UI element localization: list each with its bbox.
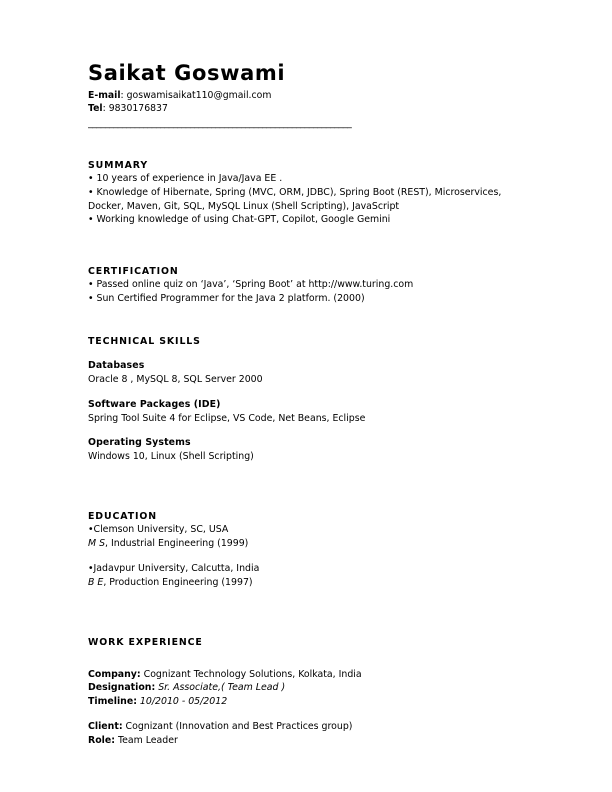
work-experience-entry [88,720,536,748]
skill-group-value: Spring Tool Suite 4 for Eclipse, VS Code, Net Beans, Eclipse [88,412,366,424]
field-label: Designation: [88,682,156,694]
work-experience-heading: WORK EXPERIENCE [88,636,203,648]
spacer [88,130,536,159]
certification-section [88,265,536,306]
education-entry [88,562,536,590]
education-heading: EDUCATION [88,511,158,523]
spacer [88,590,536,636]
spacer [88,551,536,562]
summary-heading: SUMMARY [88,159,149,171]
skill-group-value: Oracle 8 , MySQL 8, SQL Server 2000 [88,374,263,386]
skill-group-operating-systems [88,436,536,464]
spacer [88,348,536,359]
candidate-name: Saikat Goswami [88,61,286,85]
tel-value: 9830176837 [108,102,168,114]
education-degree [88,576,536,590]
work-field-timeline [88,695,536,709]
field-value: Sr. Associate,( Team Lead ) [155,682,286,694]
email-value: goswamisaikat110@gmail.com [126,89,272,101]
education-section [88,510,536,589]
field-value: 10/2010 - 05/2012 [136,696,228,708]
education-entry [88,523,536,551]
technical-skills-section [88,335,536,464]
skill-group-value: Windows 10, Linux (Shell Scripting) [88,451,254,463]
education-institution: • Jadavpur University, Calcutta, India [88,562,536,576]
skill-group-databases [88,359,536,387]
education-degree-abbr: B E [88,576,104,588]
spacer [88,387,536,398]
spacer [88,464,536,510]
work-experience-entry [88,668,536,709]
certification-bullet: • Passed online quiz on ‘Java’, ‘Spring Boot’ at http://www.turing.com [88,278,536,292]
summary-section [88,159,536,227]
certification-heading: CERTIFICATION [88,266,179,278]
skill-group-label: Databases [88,360,145,372]
skill-group-software-packages [88,398,536,426]
work-field-role [88,734,536,748]
skill-group-label: Software Packages (IDE) [88,398,221,410]
education-degree-abbr: M S [88,538,106,550]
spacer [88,227,536,265]
summary-bullet: • Working knowledge of using Chat-GPT, Copilot, Google Gemini [88,213,536,227]
resume-content [88,62,536,748]
work-experience-section [88,636,536,748]
field-label: Role: [88,734,115,746]
summary-bullet: • Knowledge of Hibernate, Spring (MVC, ORM, JDBC), Spring Boot (REST), Microservices, Docker, Maven, Git, SQL, MySQL Linux (Shell Scripting), JavaScript [88,186,536,214]
spacer [88,709,536,720]
field-value: Cognizant (Innovation and Best Practices group) [122,721,353,733]
email-line [88,89,536,102]
work-field-designation [88,681,536,695]
header-divider: ______________________________________________________________ [88,118,352,129]
field-value: Cognizant Technology Solutions, Kolkata, India [140,668,362,680]
field-label: Timeline: [88,696,137,708]
education-degree-rest: , Production Engineering (1997) [103,576,253,588]
field-label: Company: [88,668,141,680]
email-separator: : [120,89,127,101]
summary-bullet: • 10 years of experience in Java/Java EE . [88,172,536,186]
work-field-client [88,720,536,734]
tel-separator: : [102,102,109,114]
tel-line [88,102,536,115]
spacer [88,649,536,668]
certification-bullet: • Sun Certified Programmer for the Java 2 platform. (2000) [88,292,536,306]
email-label: E-mail [88,89,121,101]
tel-label: Tel [88,102,103,114]
education-degree [88,537,536,551]
spacer [88,425,536,436]
education-degree-rest: , Industrial Engineering (1999) [105,538,249,550]
field-label: Client: [88,721,123,733]
work-field-company [88,668,536,682]
spacer [88,306,536,335]
field-value: Team Leader [114,734,178,746]
skill-group-label: Operating Systems [88,437,191,449]
education-institution: • Clemson University, SC, USA [88,523,536,537]
header-block [88,62,536,130]
technical-skills-heading: TECHNICAL SKILLS [88,336,201,348]
